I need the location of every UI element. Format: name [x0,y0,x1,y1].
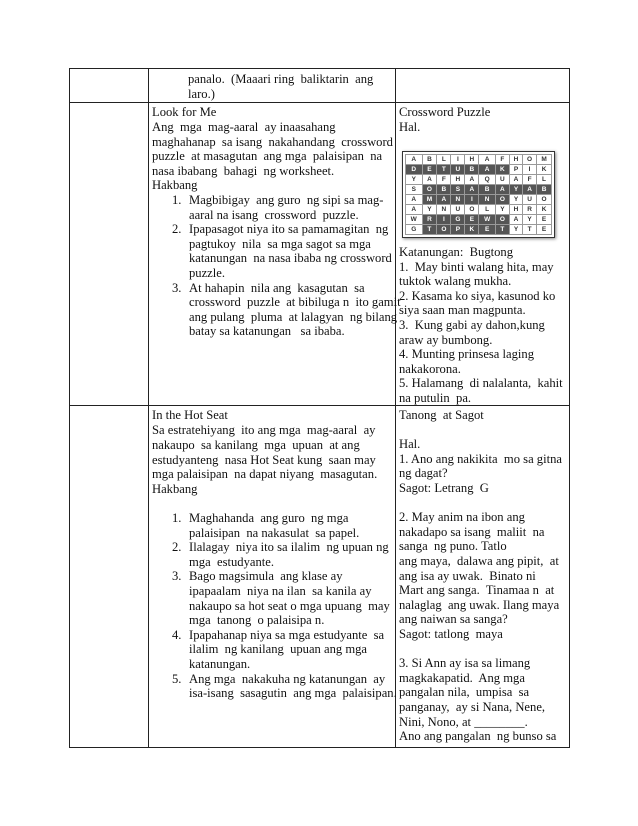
crossword-row [406,195,552,205]
crossword-cell: P [451,225,465,235]
look-for-me-desc: puzzle at masagutan ang mga palaisipan na [152,149,383,163]
table-col-divider-3 [569,68,570,748]
crossword-cell: A [495,185,509,195]
step-item-cont: pagtukoy nila sa mga sagot sa mga [189,236,371,251]
step-item-cont: mga estudyante. [189,554,274,569]
crossword-cell: U [451,165,465,175]
table-col-divider-0 [69,68,70,748]
step-item-cont: nakaupo sa hot seat o mga upuang may [189,598,390,613]
hot-seat-desc: mga palaisipan na dapat niyang masagutan. [152,467,378,481]
crossword-cell: Y [509,225,522,235]
crossword-cell: B [479,185,496,195]
crossword-cell: K [465,225,479,235]
crossword-cell: M [422,195,437,205]
crossword-cell: A [406,155,423,165]
qa-line: ang maya, dalawa ang pipit, at [399,554,559,568]
crossword-row [406,205,552,215]
crossword-cell: Q [479,175,496,185]
crossword-cell: B [537,185,552,195]
qa-line: Tanong at Sagot [399,408,484,422]
riddle-line: araw ay bumbong. [399,332,493,347]
crossword-cell: Y [523,215,537,225]
look-for-me-title: Look for Me [152,105,217,119]
crossword-cell: H [509,155,522,165]
riddle-line: 1. May binti walang hita, may [399,259,554,274]
qa-line: 1. Ano ang nakikita mo sa gitna [399,451,562,466]
crossword-cell: H [451,175,465,185]
crossword-cell: F [523,175,537,185]
riddle-line: siya saan man magpunta. [399,303,526,318]
step-item-cont: ilalim ng kanilang upuan ang mga [189,642,368,657]
look-for-me-desc: Ang mga mag-aaral ay inaasahang [152,120,336,134]
qa-line: ang isa ay uwak. Binato ni [399,568,536,583]
crossword-puzzle-image [402,151,555,238]
riddle-line: tuktok walang mukha. [399,274,512,289]
qa-line: Mart ang sanga. Tinamaa n at [399,583,555,598]
riddle-line: Katanungan: Bugtong [399,245,514,259]
table-border-top [69,68,570,69]
crossword-cell: I [451,155,465,165]
step-item-cont: ang pulang pluma at lalagyan ng bilang [189,309,398,324]
look-for-me-desc: nasa ibabang bahagi ng worksheet. [152,164,335,178]
qa-line: magkakapatid. Ang mga [399,670,525,685]
hot-seat-desc: nakaupo sa kanilang mga upuan at ang [152,438,360,452]
crossword-cell: W [406,215,423,225]
crossword-cell: N [437,205,451,215]
step-item: 1. Maghahanda ang guro ng mga [172,511,349,525]
hot-seat-desc: estudyanteng nasa Hot Seat kung saan may [152,453,376,467]
step-item: 2. Ipapasagot niya ito sa pamamagitan ng [172,222,389,237]
crossword-title: Crossword Puzzle [399,105,491,119]
qa-line: sanga ng puno. Tatlo [399,539,507,554]
crossword-cell: O [495,215,509,225]
crossword-cell: A [406,195,423,205]
qa-line: ng dagat? [399,466,448,481]
crossword-cell: E [465,215,479,225]
qa-line: nakadapo sa isang maliit na [399,524,545,539]
crossword-cell: T [437,165,451,175]
crossword-cell: T [495,225,509,235]
riddle-line: 4. Munting prinsesa laging [399,347,535,362]
crossword-cell: L [537,175,552,185]
crossword-cell: E [537,225,552,235]
qa-line: Nini, Nono, at ________. [399,714,528,729]
step-item: 2. Ilalagay niya ito sa ilalim ng upuan ng [172,540,389,555]
crossword-cell: B [465,165,479,175]
step-item-cont: isa-isang sasagutin ang mga palaisipan. [189,686,397,701]
crossword-cell: F [495,155,509,165]
crossword-cell: L [437,155,451,165]
crossword-cell: K [537,165,552,175]
hot-seat-steps [172,511,397,701]
step-item-cont: puzzle. [189,265,226,280]
step-item: 4. Ipapahanap niya sa mga estudyante sa [172,627,385,642]
step-item: 1. Magbibigay ang guro ng sipi sa mag- [172,193,384,207]
look-for-me-steps [172,193,401,339]
crossword-cell: H [465,155,479,165]
crossword-cell: O [465,205,479,215]
qa-line: ang naiwan sa sanga? [399,612,508,627]
step-item-cont: aaral na isang crossword puzzle. [189,207,359,222]
crossword-cell: M [537,155,552,165]
crossword-cell: Y [509,195,522,205]
crossword-cell: R [422,215,437,225]
crossword-cell: T [523,225,537,235]
step-item: 3. Bago magsimula ang klase ay [172,569,343,584]
crossword-cell: N [451,195,465,205]
crossword-grid [405,154,552,235]
step-item-cont: palaisipan na nakasulat sa papel. [189,525,360,540]
qa-line: Sagot: Letrang G [399,481,489,495]
look-for-me-steps-label: Hakbang [152,178,198,192]
crossword-cell: D [406,165,423,175]
qa-line: pangalan nila, umpisa sa [399,685,530,700]
crossword-cell: T [422,225,437,235]
crossword-cell: O [495,195,509,205]
crossword-cell: K [495,165,509,175]
qa-line: nalaglag ang uwak. Ilang maya [399,597,560,612]
crossword-row [406,155,552,165]
crossword-cell: B [422,155,437,165]
crossword-cell: Y [406,175,423,185]
crossword-row [406,185,552,195]
crossword-cell: L [479,205,496,215]
crossword-cell: A [437,195,451,205]
crossword-cell: G [406,225,423,235]
qa-line: Sagot: tatlong maya [399,627,503,641]
crossword-cell: I [523,165,537,175]
riddle-line: nakakorona. [399,361,461,376]
crossword-cell: U [451,205,465,215]
crossword-row [406,215,552,225]
crossword-cell: E [479,225,496,235]
step-item: 5. Ang mga nakakuha ng katanungan ay [172,671,386,686]
crossword-cell: G [451,215,465,225]
crossword-cell: E [422,165,437,175]
table-row-divider-1 [69,102,570,103]
table-row-divider-2 [69,405,570,406]
crossword-cell: A [523,185,537,195]
crossword-cell: A [479,165,496,175]
look-for-me-desc: maghahanap sa isang nakahandang crossword [152,135,393,149]
riddle-line: na putulin pa. [399,391,472,405]
crossword-cell: Y [495,205,509,215]
crossword-cell: A [406,205,423,215]
crossword-cell: P [509,165,522,175]
crossword-cell: W [479,215,496,225]
crossword-cell: Y [509,185,522,195]
crossword-row [406,165,552,175]
crossword-cell: A [465,185,479,195]
crossword-cell: A [509,175,522,185]
crossword-cell: A [422,175,437,185]
hot-seat-steps-label: Hakbang [152,482,198,496]
row1-text-line: laro.) [188,87,215,101]
crossword-cell: O [537,195,552,205]
qa-line: panganay, ay si Nana, Nene, [399,700,546,714]
step-item-cont: katanungan. [189,656,251,671]
crossword-cell: R [523,205,537,215]
crossword-cell: O [422,185,437,195]
crossword-cell: O [437,225,451,235]
step-item-cont: crossword puzzle at bibiluga n ito gamit [189,295,401,310]
riddle-line: 2. Kasama ko siya, kasunod ko [399,288,556,303]
crossword-cell: O [523,155,537,165]
step-item-cont: katanungan na nasa ibaba ng crossword [189,251,392,266]
step-item: 3. At hahapin nila ang kasagutan sa [172,280,365,295]
crossword-cell: S [406,185,423,195]
step-item-cont: batay sa katanungan sa ibaba. [189,324,345,339]
hot-seat-title: In the Hot Seat [152,408,228,422]
crossword-cell: H [509,205,522,215]
hot-seat-desc: Sa estratehiyang ito ang mga mag-aaral ay [152,423,376,437]
riddle-line: 3. Kung gabi ay dahon,kung [399,318,545,332]
qa-line: 2. May anim na ibon ang [399,510,525,525]
table-border-bottom [69,747,570,748]
step-item-cont: ipapaalam niya na ilan sa kanila ay [189,583,372,598]
crossword-cell: F [437,175,451,185]
qa-line: 3. Si Ann ay isa sa limang [399,656,531,671]
step-item-cont: mga tanong o palaisipa n. [189,613,325,628]
table-col-divider-1 [148,68,149,748]
crossword-cell: Y [422,205,437,215]
crossword-row [406,225,552,235]
crossword-cell: K [537,205,552,215]
qa-line: Ano ang pangalan ng bunso sa [399,729,557,744]
crossword-cell: E [537,215,552,225]
crossword-cell: N [479,195,496,205]
crossword-cell: U [523,195,537,205]
crossword-cell: I [465,195,479,205]
crossword-cell: A [509,215,522,225]
row1-text-line: panalo. (Maaari ring baliktarin ang [188,72,374,86]
crossword-cell: B [437,185,451,195]
crossword-cell: S [451,185,465,195]
crossword-cell: I [437,215,451,225]
riddle-line: 5. Halamang di nalalanta, kahit [399,376,563,391]
qa-line: Hal. [399,437,421,452]
crossword-cell: U [495,175,509,185]
crossword-row [406,175,552,185]
crossword-cell: A [479,155,496,165]
crossword-cell: A [465,175,479,185]
crossword-example-label: Hal. [399,120,421,134]
